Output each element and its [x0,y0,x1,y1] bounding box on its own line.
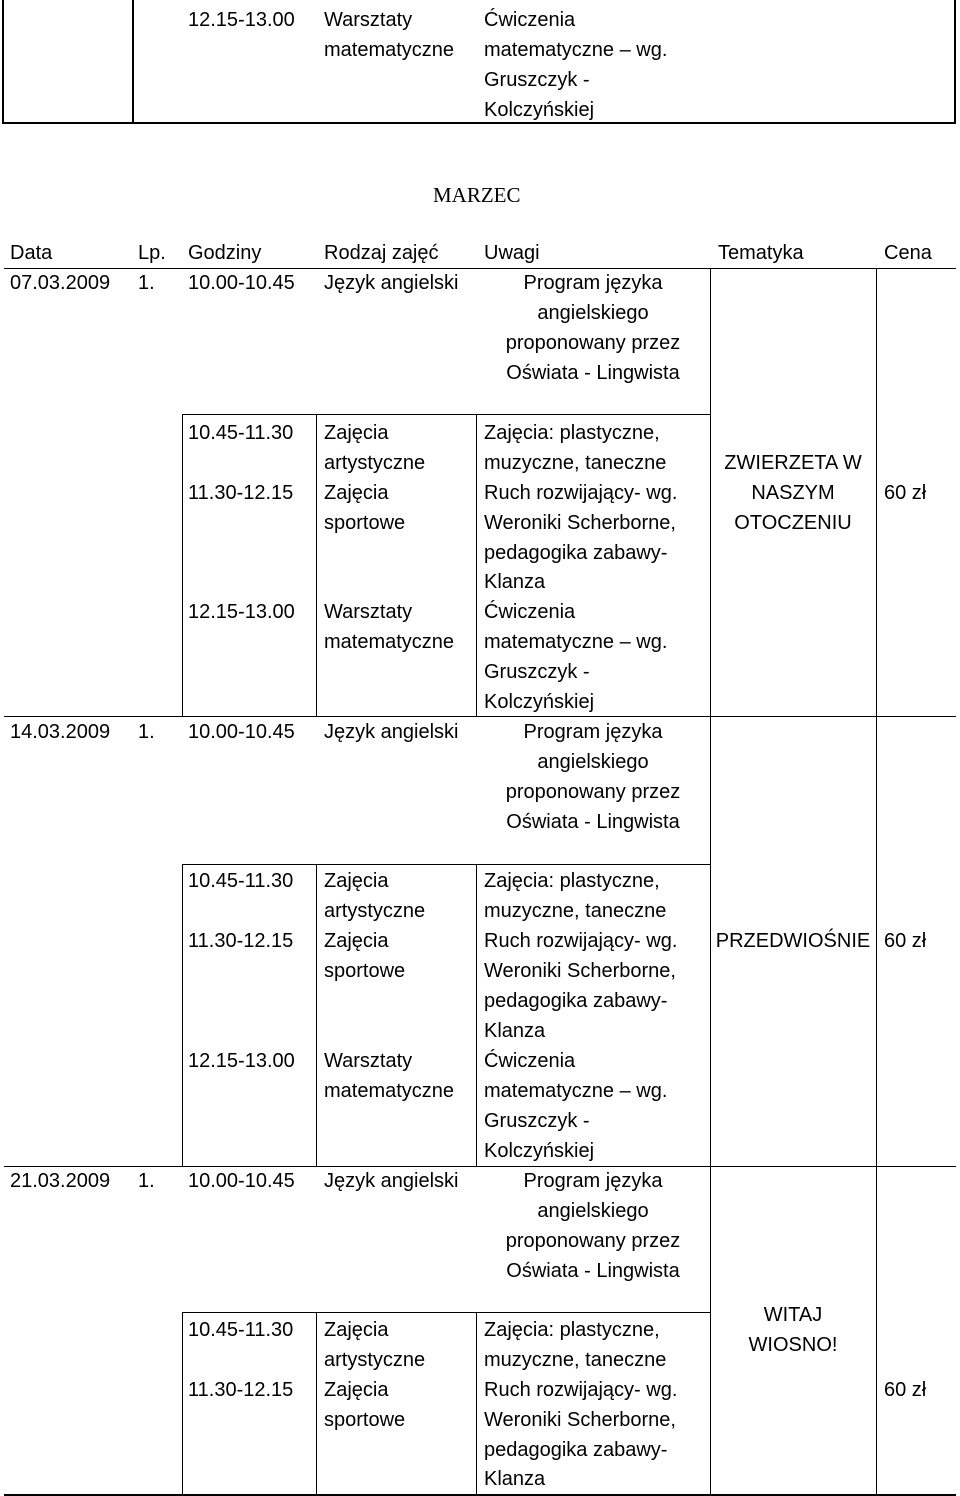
notes-line: Ruch rozwijający- wg. [484,930,678,952]
header-price: Cena [884,242,932,264]
header-date: Data [10,242,53,264]
header-lp: Lp. [138,242,166,264]
top-table-border [2,122,956,124]
lesson-time: 10.00-10.45 [188,1170,295,1192]
notes-line: Weroniki Scherborne, [484,512,676,534]
block-activity-line: artystyczne [324,900,426,922]
top-notes-line: matematyczne – wg. [484,39,668,61]
day-lp: 1. [138,272,155,294]
grid-line [876,268,877,1496]
lesson-notes-line: angielskiego [537,302,649,324]
notes-line: matematyczne – wg. [484,631,668,653]
notes-line: Zajęcia: plastyczne, [484,870,660,892]
block-activity-line: Zajęcia [324,422,389,444]
grid-line [316,864,317,1166]
header-hours: Godziny [188,242,262,264]
notes-line: Gruszczyk - [484,661,590,683]
block-activity-line: Zajęcia [324,1319,389,1341]
lesson-notes-line: proponowany przez [505,332,681,354]
block-activity-line: matematyczne [324,1080,455,1102]
block-activity-line: sportowe [324,1409,406,1431]
grid-line [182,1312,710,1313]
lesson-notes-line: angielskiego [537,1200,649,1222]
block-activity-line: sportowe [324,960,406,982]
day-date: 14.03.2009 [10,721,111,743]
lesson-notes-line: proponowany przez [505,1230,681,1252]
header-notes: Uwagi [484,242,540,264]
notes-line: muzyczne, taneczne [484,900,667,922]
notes-line: muzyczne, taneczne [484,1349,667,1371]
notes-line: Weroniki Scherborne, [484,1409,676,1431]
top-notes-line: Ćwiczenia [484,9,576,31]
grid-line [182,414,710,415]
notes-line: Klanza [484,571,546,593]
notes-line: Kolczyńskiej [484,1140,595,1162]
price: 60 zł [884,1379,927,1401]
block-activity-line: sportowe [324,512,406,534]
lesson-notes-line: Program języka [523,272,663,294]
lesson-name: Język angielski [324,272,459,294]
notes-line: Zajęcia: plastyczne, [484,422,660,444]
day-date: 07.03.2009 [10,272,111,294]
price: 60 zł [884,930,927,952]
day-lp: 1. [138,1170,155,1192]
notes-line: Kolczyńskiej [484,691,595,713]
lesson-name: Język angielski [324,1170,459,1192]
top-notes-line: Gruszczyk - [484,69,590,91]
block-time: 10.45-11.30 [188,422,294,444]
notes-line: pedagogika zabawy- [484,1439,668,1461]
notes-line: Gruszczyk - [484,1110,590,1132]
block-activity-line: matematyczne [324,631,455,653]
block-time: 11.30-12.15 [188,930,294,952]
day-lp: 1. [138,721,155,743]
notes-line: Zajęcia: plastyczne, [484,1319,660,1341]
top-time: 12.15-13.00 [188,9,295,31]
block-activity-line: Zajęcia [324,482,389,504]
lesson-notes-line: Program języka [523,1170,663,1192]
block-activity-line: artystyczne [324,452,426,474]
grid-line [182,864,183,1166]
lesson-name: Język angielski [324,721,459,743]
lesson-notes-line: Program języka [523,721,663,743]
block-time: 12.15-13.00 [188,601,295,623]
grid-line [710,414,711,415]
top-activity-line: Warsztaty [324,9,413,31]
block-activity-line: artystyczne [324,1349,426,1371]
header-activity-type: Rodzaj zajęć [324,242,439,264]
block-activity-line: Zajęcia [324,1379,389,1401]
theme-line: OTOCZENIU [734,512,852,534]
grid-line [316,1312,317,1496]
day-date: 21.03.2009 [10,1170,111,1192]
grid-line [476,864,477,1166]
header-theme: Tematyka [718,242,804,264]
lesson-notes-line: angielskiego [537,751,649,773]
top-table-border [954,0,956,124]
notes-line: Ćwiczenia [484,601,576,623]
notes-line: pedagogika zabawy- [484,990,668,1012]
lesson-notes-line: Oświata - Lingwista [506,362,680,384]
top-activity-line: matematyczne [324,39,455,61]
grid-line [182,864,710,865]
top-table-border [132,0,134,124]
notes-line: matematyczne – wg. [484,1080,668,1102]
block-activity-line: Zajęcia [324,870,389,892]
block-time: 10.45-11.30 [188,1319,294,1341]
block-time: 11.30-12.15 [188,1379,294,1401]
grid-line [182,1312,183,1496]
block-time: 10.45-11.30 [188,870,294,892]
grid-line [476,414,477,716]
notes-line: Ruch rozwijający- wg. [484,1379,678,1401]
lesson-time: 10.00-10.45 [188,272,295,294]
block-activity-line: Zajęcia [324,930,389,952]
notes-line: muzyczne, taneczne [484,452,667,474]
theme-line: ZWIERZETA W [724,452,862,474]
grid-line [476,1312,477,1496]
theme-line: WIOSNO! [748,1334,838,1356]
notes-line: Ćwiczenia [484,1050,576,1072]
block-time: 12.15-13.00 [188,1050,295,1072]
price: 60 zł [884,482,927,504]
month-heading: MARZEC [433,183,521,207]
block-activity-line: Warsztaty [324,1050,413,1072]
grid-line [182,414,183,716]
theme-line: NASZYM [751,482,835,504]
top-table-border [2,0,4,124]
theme-line: WITAJ [763,1304,823,1326]
theme-line: PRZEDWIOŚNIE [715,930,871,952]
notes-line: Klanza [484,1020,546,1042]
notes-line: Klanza [484,1468,546,1490]
lesson-notes-line: Oświata - Lingwista [506,1260,680,1282]
lesson-time: 10.00-10.45 [188,721,295,743]
notes-line: Weroniki Scherborne, [484,960,676,982]
block-time: 11.30-12.15 [188,482,294,504]
block-activity-line: Warsztaty [324,601,413,623]
lesson-notes-line: Oświata - Lingwista [506,811,680,833]
lesson-notes-line: proponowany przez [505,781,681,803]
notes-line: pedagogika zabawy- [484,542,668,564]
top-notes-line: Kolczyńskiej [484,99,595,121]
notes-line: Ruch rozwijający- wg. [484,482,678,504]
grid-line [316,414,317,716]
